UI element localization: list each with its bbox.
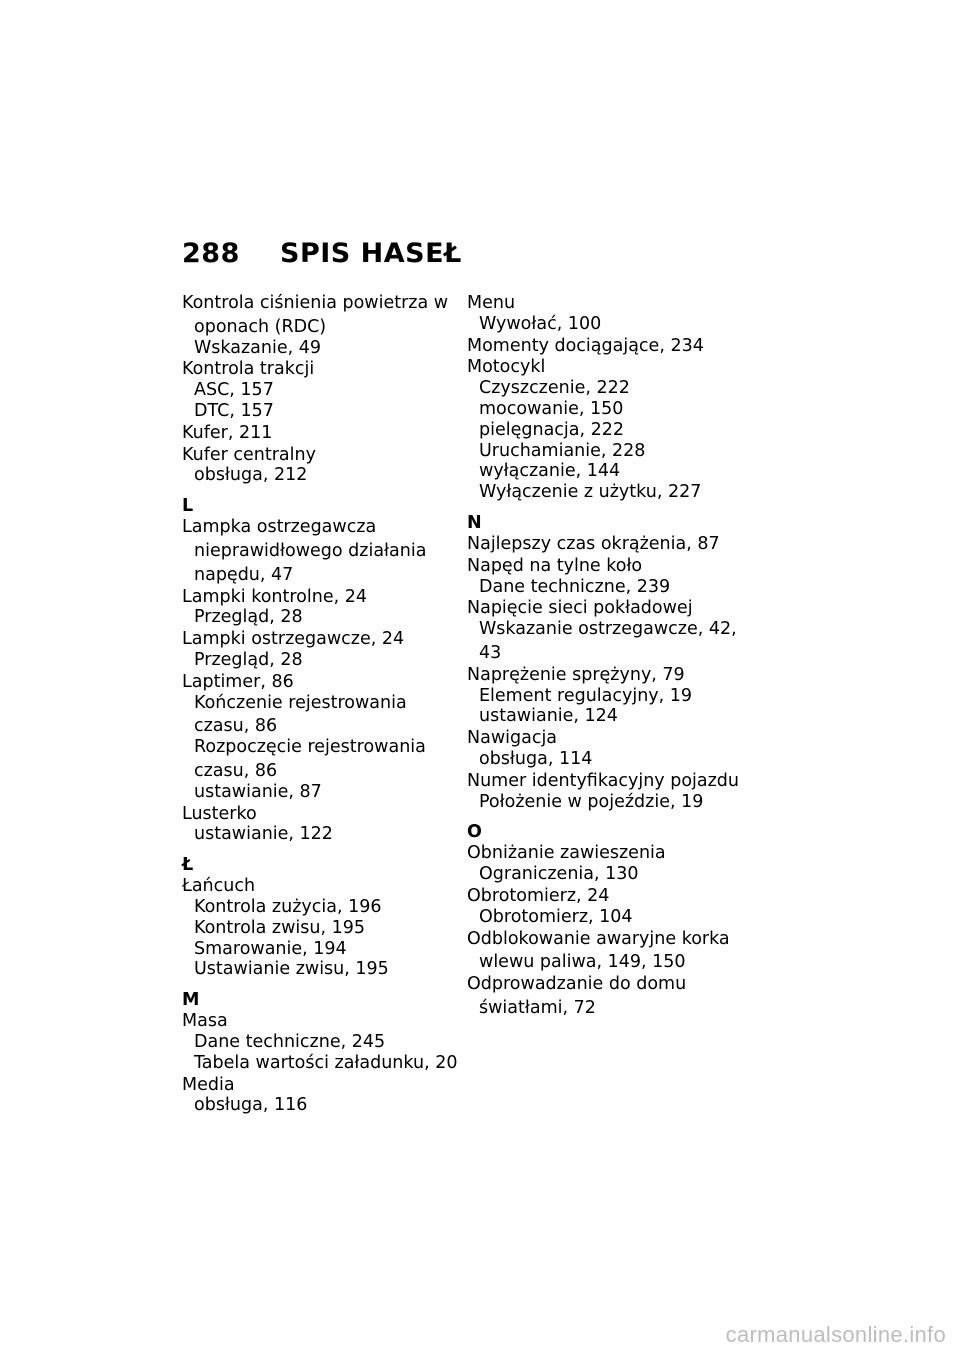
index-entry: Lampki ostrzegawcze, 24 xyxy=(182,629,405,650)
index-subentry: Ograniczenia, 130 xyxy=(479,864,639,885)
index-entry: Motocykl xyxy=(467,357,546,378)
index-entry: Kontrola trakcji xyxy=(182,359,315,380)
index-entry-continuation: napędu, 47 xyxy=(194,564,294,585)
index-subentry: ustawianie, 87 xyxy=(194,781,322,802)
index-column-right xyxy=(467,292,749,1019)
index-subentry: Wskazanie ostrzegawcze, 42, xyxy=(479,619,737,640)
index-entry-continuation: 43 xyxy=(479,642,502,663)
index-subentry: Przegląd, 28 xyxy=(194,649,303,670)
index-subentry: Położenie w pojeździe, 19 xyxy=(479,791,704,812)
index-subentry: obsługa, 114 xyxy=(479,748,593,769)
index-subentry: Uruchamianie, 228 xyxy=(479,440,646,461)
index-subentry: obsługa, 116 xyxy=(194,1095,308,1116)
index-column-left xyxy=(182,292,464,1116)
index-subentry: Rozpoczęcie rejestrowania xyxy=(194,737,426,758)
index-entry-continuation: czasu, 86 xyxy=(194,760,278,781)
watermark-text: carmanualsonline.info xyxy=(725,1322,946,1347)
index-subentry: Wskazanie, 49 xyxy=(194,337,321,358)
index-subentry: Kontrola zwisu, 195 xyxy=(194,917,366,938)
index-entry: Odprowadzanie do domu xyxy=(467,974,687,995)
index-entry-continuation: nieprawidłowego działania xyxy=(194,540,427,561)
index-entry-continuation: światłami, 72 xyxy=(479,997,596,1018)
section-letter: M xyxy=(182,990,200,1011)
index-entry-continuation: czasu, 86 xyxy=(194,716,278,737)
index-entry: Napięcie sieci pokładowej xyxy=(467,598,693,619)
page-header xyxy=(182,238,462,269)
section-letter: N xyxy=(467,512,482,533)
index-subentry: wyłączanie, 144 xyxy=(479,461,621,482)
index-subentry: DTC, 157 xyxy=(194,400,274,421)
index-subentry: Czyszczenie, 222 xyxy=(479,378,630,399)
index-entry-continuation: oponach (RDC) xyxy=(194,316,327,337)
index-entry-continuation: wlewu paliwa, 149, 150 xyxy=(479,952,686,973)
index-subentry: Ustawianie zwisu, 195 xyxy=(194,959,389,980)
index-subentry: obsługa, 212 xyxy=(194,465,308,486)
index-subentry: Smarowanie, 194 xyxy=(194,938,347,959)
index-subentry: Dane techniczne, 245 xyxy=(194,1031,386,1052)
index-entry: Lusterko xyxy=(182,803,257,824)
index-entry: Momenty dociągające, 234 xyxy=(467,335,704,356)
index-entry: Lampka ostrzegawcza xyxy=(182,517,377,538)
section-letter: L xyxy=(182,496,194,517)
index-entry: Napęd na tylne koło xyxy=(467,555,643,576)
section-letter: O xyxy=(467,822,482,843)
index-subentry: Tabela wartości załadunku, 20 xyxy=(194,1052,458,1073)
index-entry: Masa xyxy=(182,1011,228,1032)
index-entry: Kufer centralny xyxy=(182,444,316,465)
index-subentry: Wyłączenie z użytku, 227 xyxy=(479,482,702,503)
index-entry: Odblokowanie awaryjne korka xyxy=(467,928,730,949)
index-subentry: Kończenie rejestrowania xyxy=(194,692,407,713)
index-entry: Kontrola ciśnienia powietrza w xyxy=(182,293,449,313)
index-entry: Obrotomierz, 24 xyxy=(467,885,610,906)
index-entry: Menu xyxy=(467,293,516,313)
index-subentry: Obrotomierz, 104 xyxy=(479,906,633,927)
index-subentry: Kontrola zużycia, 196 xyxy=(194,896,382,917)
section-letter: Ł xyxy=(182,855,194,876)
index-subentry: ustawianie, 124 xyxy=(479,706,618,727)
index-entry: Laptimer, 86 xyxy=(182,671,294,692)
index-entry: Nawigacja xyxy=(467,728,558,749)
index-entry: Lampki kontrolne, 24 xyxy=(182,586,367,607)
index-subentry: pielęgnacja, 222 xyxy=(479,419,625,440)
index-entry: Naprężenie sprężyny, 79 xyxy=(467,664,685,685)
index-entry: Numer identyfikacyjny pojazdu xyxy=(467,770,740,791)
index-entry: Obniżanie zawieszenia xyxy=(467,843,666,864)
index-entry: Media xyxy=(182,1074,235,1095)
index-subentry: Dane techniczne, 239 xyxy=(479,576,671,597)
page-number: 288 xyxy=(182,238,240,269)
page-title: SPIS HASEŁ xyxy=(280,238,462,269)
index-entry: Kufer, 211 xyxy=(182,422,273,443)
index-entry: Najlepszy czas okrążenia, 87 xyxy=(467,533,720,554)
index-subentry: mocowanie, 150 xyxy=(479,398,624,419)
index-entry: Łańcuch xyxy=(182,876,256,897)
index-subentry: ustawianie, 122 xyxy=(194,824,333,845)
index-subentry: ASC, 157 xyxy=(194,380,274,401)
index-subentry: Element regulacyjny, 19 xyxy=(479,685,693,706)
index-subentry: Przegląd, 28 xyxy=(194,607,303,628)
index-subentry: Wywołać, 100 xyxy=(479,313,602,334)
